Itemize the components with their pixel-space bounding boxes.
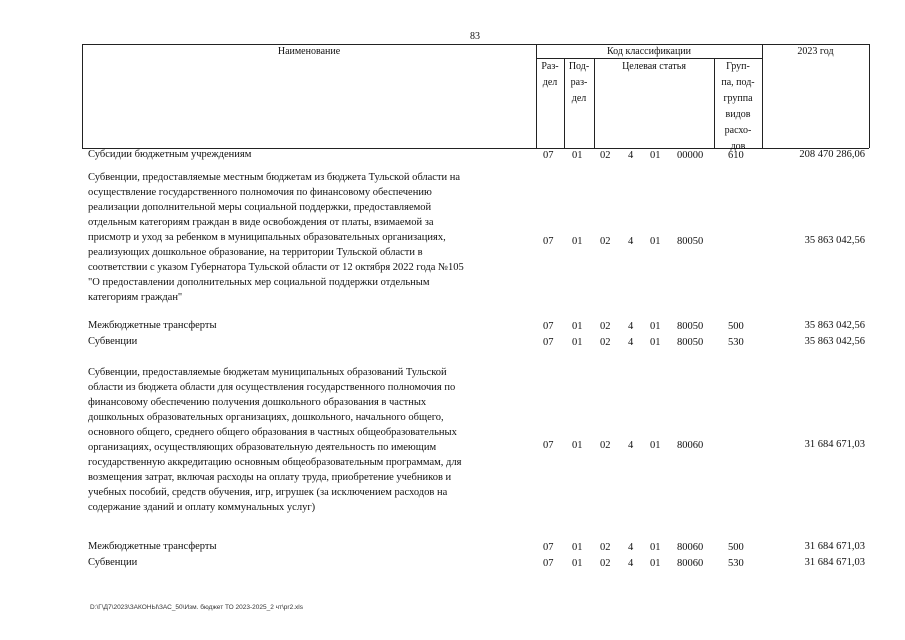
row-vr: 530: [728, 337, 744, 348]
row-podrazdel: 01: [572, 542, 583, 553]
row-podrazdel: 01: [572, 150, 583, 161]
row-amount: 35 863 042,56: [804, 336, 865, 347]
row-target-2: 4: [628, 558, 634, 569]
row-target-3: 01: [650, 558, 661, 569]
row-amount: 31 684 671,03: [804, 439, 865, 450]
row-target-2: 4: [628, 236, 634, 247]
row-target-1: 02: [600, 321, 611, 332]
row-amount: 35 863 042,56: [804, 235, 865, 246]
row-target-2: 4: [628, 337, 634, 348]
header-code-group: Код классификации: [606, 46, 692, 57]
row-target-1: 02: [600, 337, 611, 348]
header-name: Наименование: [277, 46, 341, 57]
row-vr: 530: [728, 558, 744, 569]
header-target: Целевая статья: [622, 61, 686, 72]
row-name: Субвенции, предоставляемые бюджетам муниципальных образований Тульской области из бюджета области для осуществления государственного полномочия по финансовому обеспечению получения дошкольного образования в частных дошкольных образовательных организациях, дошкольного, начального общего, основного общего, среднего общего образования в частных общеобразовательных организациях, осуществляющих образовательную деятельность по имеющим государственную аккредитацию основным общеобразовательным программам, для возмещения затрат, включая расходы на оплату труда, приобретение учебников и учебных пособий, средств обучения, игр, игрушек (за исключением расходов на содержание зданий и оплату коммунальных услуг): [88, 367, 462, 513]
row-amount: 31 684 671,03: [804, 541, 865, 552]
header-group: Груп- па, под- группа видов расхо- дов: [721, 61, 755, 152]
row-name: Субвенции: [88, 336, 138, 347]
row-target-2: 4: [628, 150, 634, 161]
row-name: Межбюджетные трансферты: [88, 320, 217, 331]
row-razdel: 07: [543, 558, 554, 569]
row-razdel: 07: [543, 321, 554, 332]
page-number: 83: [470, 31, 480, 42]
row-target-1: 02: [600, 150, 611, 161]
row-target-3: 01: [650, 440, 661, 451]
row-target-4: 80050: [677, 321, 704, 332]
row-target-1: 02: [600, 558, 611, 569]
row-target-4: 80060: [677, 440, 704, 451]
header-podrazdel: Под- раз- дел: [568, 61, 590, 104]
row-target-1: 02: [600, 236, 611, 247]
row-razdel: 07: [543, 337, 554, 348]
row-razdel: 07: [543, 236, 554, 247]
row-target-3: 01: [650, 236, 661, 247]
row-target-3: 01: [650, 150, 661, 161]
row-amount: 31 684 671,03: [804, 557, 865, 568]
row-target-2: 4: [628, 321, 634, 332]
row-target-4: 80060: [677, 542, 704, 553]
row-name: Субвенции, предоставляемые местным бюджетам из бюджета Тульской области на осуществление государственного полномочия по финансовому обеспечению реализации дополнительной меры социальной поддержки, предоставляемой отдельным категориям граждан в виде освобождения от платы, взимаемой за присмотр и уход за ребенком в муниципальных образовательных организациях, реализующих дошкольное образование, на территории Тульской области в соответствии с указом Губернатора Тульской области от 12 октября 2022 года №105 "О предоставлении дополнительных мер социальной поддержки отдельным категориям граждан": [88, 172, 464, 303]
footer-file-path: D:\Г\Д7\2023\ЗАКОНЫ\ЗАС_50\Изм. бюджет ТО 2023-2025_2 чт\pr2.xls: [90, 604, 303, 611]
row-razdel: 07: [543, 440, 554, 451]
row-target-2: 4: [628, 440, 634, 451]
row-podrazdel: 01: [572, 321, 583, 332]
row-target-3: 01: [650, 321, 661, 332]
row-name: Межбюджетные трансферты: [88, 541, 217, 552]
row-name: Субвенции: [88, 557, 138, 568]
row-amount: 208 470 286,06: [799, 149, 865, 160]
row-target-4: 80060: [677, 558, 704, 569]
row-target-3: 01: [650, 337, 661, 348]
row-target-4: 80050: [677, 337, 704, 348]
header-razdel: Раз- дел: [541, 61, 559, 88]
row-razdel: 07: [543, 542, 554, 553]
row-target-3: 01: [650, 542, 661, 553]
row-razdel: 07: [543, 150, 554, 161]
row-target-4: 00000: [677, 150, 704, 161]
row-target-4: 80050: [677, 236, 704, 247]
row-vr: 610: [728, 150, 744, 161]
row-podrazdel: 01: [572, 558, 583, 569]
row-podrazdel: 01: [572, 440, 583, 451]
row-vr: 500: [728, 321, 744, 332]
row-podrazdel: 01: [572, 236, 583, 247]
row-target-2: 4: [628, 542, 634, 553]
row-vr: 500: [728, 542, 744, 553]
row-amount: 35 863 042,56: [804, 320, 865, 331]
row-target-1: 02: [600, 440, 611, 451]
row-target-1: 02: [600, 542, 611, 553]
row-name: Субсидии бюджетным учреждениям: [88, 149, 252, 160]
row-podrazdel: 01: [572, 337, 583, 348]
header-year: 2023 год: [797, 46, 834, 57]
